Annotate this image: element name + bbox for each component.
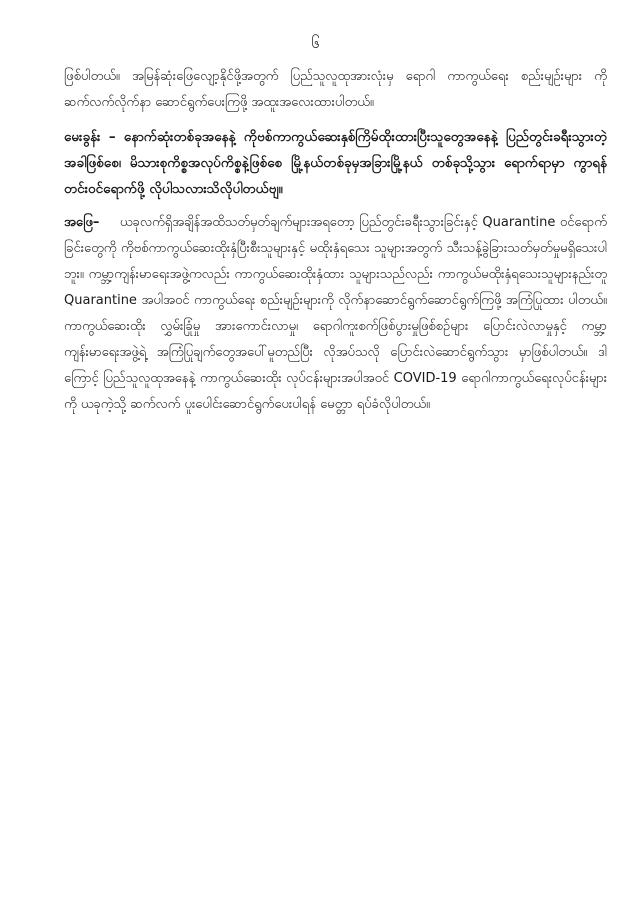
question-text: မေးခွန်း – နောက်ဆုံးတစ်ခုအနေနဲ့ ကိုဗစ်ကာကွယ်ဆေးနှစ်ကြိမ်ထိုးထားပြီးသူတွေအနေနဲ့ ပြည်တွင်းခရီးသွားတဲ့အခါဖြစ်စေ၊ မိသားစုကိစ္စအလုပ်ကိစ္စနဲ့ဖြစ်စေ မြို့နယ်တစ်ခုမှအခြားမြို့နယ် တစ်ခုသို့သွား ရောက်ရာမှာ ကွာရန်တင်းဝင်ရောက်ဖို့ လိုပါသလားသိလိုပါတယ်ဗျ။ — [64, 129, 607, 197]
answer-paragraph — [64, 210, 607, 418]
paragraph-continuation: ဖြစ်ပါတယ်။ အမြန်ဆုံးဖြေလျော့နိုင်ဖို့အတွက် ပြည်သူလူထုအားလုံးမှ ရောဂါ ကာကွယ်ရေး စည်းမျဉ်းများ ကို ဆက်လက်လိုက်နာ ဆောင်ရွက်ပေးကြဖို့ အထူးအလေးထားပါတယ်။ — [64, 69, 607, 110]
answer-label: အဖြေ– — [64, 215, 100, 230]
page-number: ၆ — [311, 34, 320, 52]
page-content — [64, 64, 607, 426]
answer-text: ယခုလက်ရှိအချိန်အထိသတ်မှတ်ချက်များအရတော့ ပြည်တွင်းခရီးသွားခြင်းနှင့် Quarantine ဝင်ရောက်ခြင်းတွေကို ကိုဗစ်ကာကွယ်ဆေးထိုးနှံပြီးစီးသူများနှင့် မထိုးနှံရသေး သူများအတွက် သီးသန့်ခွဲခြားသတ်မှတ်မှုမရှိသေးပါဘူး။ ကမ္ဘာ့ကျန်းမာရေးအဖွဲ့ကလည်း ကာကွယ်ဆေးထိုးနှံထား သူများသည်လည်း ကာကွယ်မထိုးနှံရသေးသူများနည်းတူ Quarantine အပါအဝင် ကာကွယ်ရေး စည်းမျဉ်းများကို လိုက်နာဆောင်ရွက်ဆောင်ရွက်ကြဖို့ အကြံပြုထား ပါတယ်။ ကာကွယ်ဆေးထိုး လွှမ်းခြုံမှု အားကောင်းလာမှု၊ ရောဂါကူးစက်ဖြစ်ပွားမှုဖြစ်စဉ်များ ပြောင်းလဲလာမှုနှင့် ကမ္ဘာ့ကျန်းမာရေးအဖွဲ့ရဲ့ အကြံပြုချက်တွေအပေါ်မူတည်ပြီး လိုအပ်သလို ပြောင်းလဲဆောင်ရွက်သွား မှာဖြစ်ပါတယ်။ ဒါကြောင့် ပြည်သူလူထုအနေနဲ့ ကာကွယ်ဆေးထိုး လုပ်ငန်းများအပါအဝင် COVID-19 ရောဂါကာကွယ်ရေးလုပ်ငန်းများကို ယခုကဲ့သို့ ဆက်လက် ပူးပေါင်းဆောင်ရွက်ပေးပါရန် မေတ္တာ ရပ်ခံလိုပါတယ်။ — [64, 215, 607, 412]
